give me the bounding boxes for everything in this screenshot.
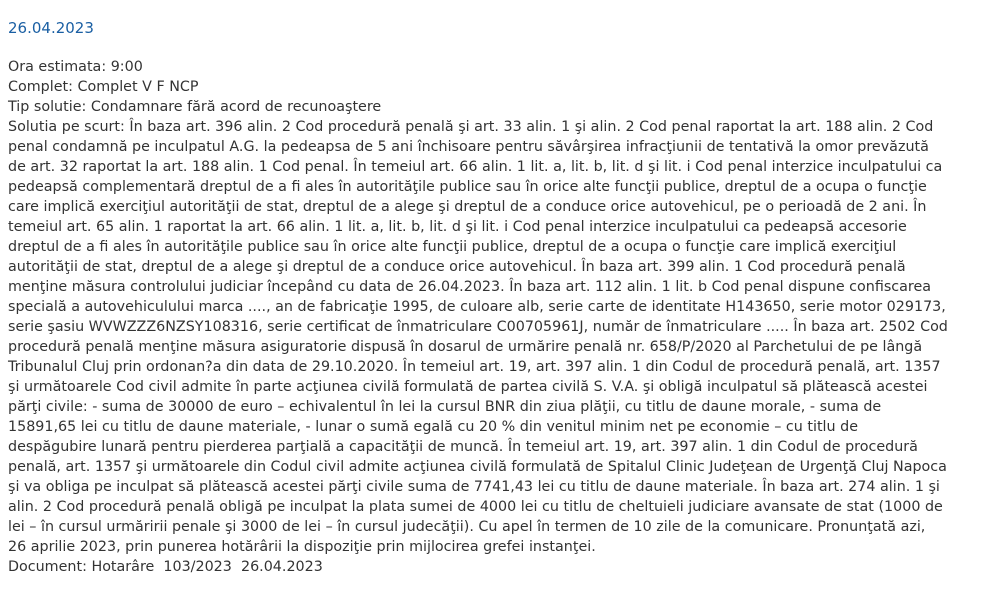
estimated-time-row [8,57,948,77]
solution-summary-text: În baza art. 396 alin. 2 Cod procedură penală şi art. 33 alin. 1 şi alin. 2 Cod penal raportat la art. 188 alin. 2 Cod penal condamnă pe inculpatul A.G. la pedeapsa de 5 ani închisoare pentru săvârşirea infracţiunii de tentativă la omor prevăzută de art. 32 raportat la art. 188 alin. 1 Cod penal. În temeiul art. 66 alin. 1 lit. a, lit. b, lit. d şi lit. i Cod penal interzice inculpatului ca pedeapsă complementară dreptul de a fi ales în autorităţile publice sau în orice alte funcţii publice, dreptul de a ocupa o funcţie care implică exerciţiul autorităţii de stat, dreptul de a alege şi dreptul de a conduce orice autovehicul, pe o perioadă de 2 ani. În temeiul art. 65 alin. 1 raportat la art. 66 alin. 1 lit. a, lit. b, lit. d şi lit. i Cod penal interzice inculpatului ca pedeapsă accesorie dreptul de a fi ales în autorităţile publice sau în orice alte funcţii publice, dreptul de a ocupa o funcţie care implică exerciţiul autorităţii de stat, dreptul de a alege şi dreptul de a conduce orice autovehicul. În baza art. 399 alin. 1 Cod procedură penală menţine măsura controlului judiciar începând cu data de 26.04.2023. În baza art. 112 alin. 1 lit. b Cod penal dispune confiscarea specială a autovehiculului marca ...., an de fabricaţie 1995, de culoare alb, serie carte de identitate H143650, serie motor 029173, serie şasiu WVWZZZ6NZSY108316, serie certificat de înmatriculare C00705961J, număr de înmatriculare ..... În baza art. 2502 Cod procedură penală menţine măsura asiguratorie dispusă în dosarul de urmărire penală nr. 658/P/2020 al Parchetului de pe lângă Tribunalul Cluj prin ordonan?a din data de 29.10.2020. În temeiul art. 19, art. 397 alin. 1 din Codul de procedură penală, art. 1357 şi următoarele Cod civil admite în parte acţiunea civilă formulată de partea civilă S. V.A. şi obligă inculpatul să plătească acestei părţi civile: - suma de 30000 de euro – echivalentul în lei la cursul BNR din ziua plăţii, cu titlu de daune morale, - suma de 15891,65 lei cu titlu de daune materiale, - lunar o sumă egală cu 20 % din venitul minim net pe economie – cu titlu de despăgubire lunară pentru pierderea parţială a capacităţii de muncă. În temeiul art. 19, art. 397 alin. 1 din Codul de procedură penală, art. 1357 şi următoarele din Codul civil admite acţiunea civilă formulată de Spitalul Clinic Judeţean de Urgenţă Cluj Napoca şi va obliga pe inculpat să plătească acestei părţi civile suma de 7741,43 lei cu titlu de daune materiale. În baza art. 274 alin. 1 şi alin. 2 Cod procedură penală obligă pe inculpat la plata sumei de 4000 lei cu titlu de cheltuieli judiciare avansate de stat (1000 de lei – în cursul urmăririi penale şi 3000 de lei – în cursul judecăţii). Cu apel în termen de 10 zile de la comunicare. Pronunţată azi, 26 aprilie 2023, prin punerea hotărârii la dispoziţie prin mijlocirea grefei instanţei. [8,119,948,555]
session-date-heading: 26.04.2023 [8,19,94,37]
document-label: Document: [8,559,92,575]
estimated-time-label: Ora estimata: [8,59,111,75]
estimated-time-value: 9:00 [110,59,143,75]
document-row [8,557,948,577]
panel-value: Complet V F NCP [77,79,199,95]
document-value: Hotarâre 103/2023 26.04.2023 [91,559,323,575]
panel-row [8,77,948,97]
solution-type-row [8,97,948,117]
solution-summary-label: Solutia pe scurt: [8,119,130,135]
solution-type-label: Tip solutie: [8,99,91,115]
panel-label: Complet: [8,79,78,95]
solution-summary [8,117,948,557]
session-entry [8,18,948,577]
solution-type-value: Condamnare fără acord de recunoaştere [90,99,382,115]
